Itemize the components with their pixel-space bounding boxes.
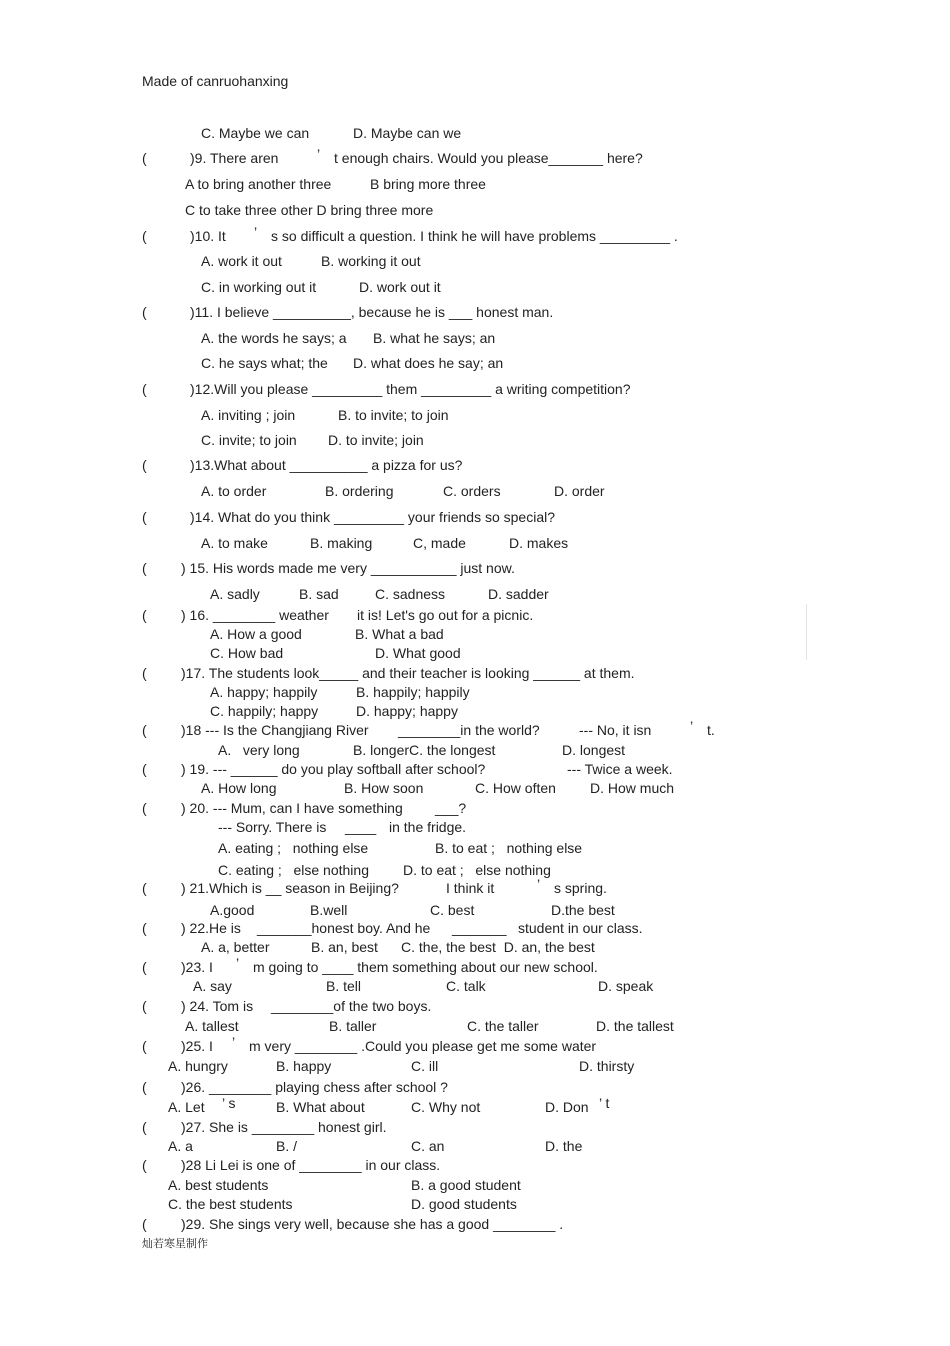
text-line: A. work it out [201,253,282,269]
text-line: D. to eat ; else nothing [403,862,551,878]
text-line: ( [142,607,147,623]
text-line: D. to invite; join [328,432,424,448]
text-line: )11. I believe __________, because he is ___ honest man. [190,304,554,320]
text-line: C. happily; happy [210,703,319,719]
text-line: ( [142,880,147,896]
text-line: ___? [435,800,467,816]
text-line: A. the words he says; a [201,330,347,346]
text-line: D. makes [509,535,569,551]
text-line: B. to invite; to join [338,407,449,423]
text-line: ’ [537,876,541,892]
text-line: m very ________ .Could you please get me some water [249,1038,597,1054]
text-line: in the fridge. [389,819,467,835]
text-line: B. ordering [325,483,394,499]
text-line: D.the best [551,902,615,918]
text-line: )12.Will you please _________ them _________ a writing competition? [190,381,631,397]
text-line: A. hungry [168,1058,228,1074]
text-line: ( [142,1038,147,1054]
text-line: student in our class. [518,920,643,936]
text-line: D. speak [598,978,654,994]
text-line: D. thirsty [579,1058,635,1074]
text-line: A. to order [201,483,267,499]
text-line: )23. I [181,959,213,975]
text-line: B. taller [329,1018,377,1034]
text-line: ( [142,1119,147,1135]
text-line: )25. I [181,1038,213,1054]
text-line: t. [707,722,715,738]
text-line: ( [142,665,147,681]
text-line: B bring more three [370,176,486,192]
text-line: ( [142,1157,147,1173]
text-line: t enough chairs. Would you please_______ here? [334,150,643,166]
text-line: C. in working out it [201,279,317,295]
text-line: B. happily; happily [356,684,470,700]
text-line: ) 22.He is [181,920,241,936]
text-line: ) 16. ________ weather [181,607,329,623]
text-line: B. What about [276,1099,365,1115]
text-line: B. to eat ; nothing else [435,840,583,856]
text-line: B. happy [276,1058,332,1074]
text-line: D. sadder [488,586,549,602]
text-line: D. Maybe can we [353,125,462,141]
text-line: A. How a good [210,626,302,642]
text-line: D. the tallest [596,1018,674,1034]
text-line: D. what does he say; an [353,355,504,371]
text-line: ( [142,761,147,777]
text-line: C. ill [411,1058,439,1074]
text-line: D. order [554,483,605,499]
text-line: --- No, it isn [579,722,652,738]
text-line: _______ [452,920,507,936]
text-line: B. longerC. the longest [353,742,496,758]
text-line: A. How long [201,780,277,796]
text-line: ________in the world? [398,722,540,738]
text-line: A. best students [168,1177,269,1193]
text-line: C. Maybe we can [201,125,310,141]
text-line: B. tell [326,978,362,994]
text-line: D. happy; happy [356,703,458,719]
text-line: A. tallest [185,1018,239,1034]
text-line: ’ [317,146,321,162]
text-line: ( [142,509,147,525]
text-line: ( [142,959,147,975]
text-line: ( [142,381,147,397]
text-line: A. a [168,1138,193,1154]
text-line: A. Let [168,1099,205,1115]
text-line: ( [142,1079,147,1095]
text-line: ( [142,920,147,936]
text-line: D. work out it [359,279,441,295]
text-line: ( [142,1216,147,1232]
text-line: )9. There aren [190,150,279,166]
text-line: s so difficult a question. I think he will have problems _________ . [271,228,678,244]
text-line: A.good [210,902,255,918]
text-line: D. How much [590,780,675,796]
text-line: )10. It [190,228,226,244]
text-line: C. the taller [467,1018,539,1034]
text-line: B. working it out [321,253,421,269]
text-line: )27. She is ________ honest girl. [181,1119,387,1135]
text-line: ________of the two boys. [271,998,432,1014]
text-line: C. he says what; the [201,355,328,371]
text-line: B. what he says; an [373,330,496,346]
text-line: C. How bad [210,645,284,661]
text-line: D. good students [411,1196,517,1212]
text-line: ’ s [222,1095,236,1111]
text-line: )17. The students look_____ and their teacher is looking ______ at them. [181,665,635,681]
text-line: A. sadly [210,586,260,602]
text-line: )13.What about __________ a pizza for us? [190,457,463,473]
text-line: _______honest boy. And he [257,920,431,936]
text-line: ’ [690,718,694,734]
text-line: ’ [232,1034,236,1050]
text-line: A to bring another three [185,176,332,192]
text-line: B. a good student [411,1177,521,1193]
text-line: D. longest [562,742,626,758]
text-line: ( [142,998,147,1014]
page-footer: 灿若寒星制作 [142,1237,208,1250]
text-line: B. an, best [311,939,378,955]
text-line: C. orders [443,483,501,499]
text-line: ( [142,800,147,816]
text-line: C. sadness [375,586,446,602]
margin-rule [806,604,807,660]
text-line: ____ [345,819,377,835]
text-line: ’ [254,224,258,240]
text-line: B. making [310,535,373,551]
text-line: A. to make [201,535,268,551]
text-line: A. happy; happily [210,684,318,700]
text-line: ( [142,150,147,166]
text-line: ( [142,304,147,320]
text-line: B. How soon [344,780,424,796]
text-line: C. invite; to join [201,432,297,448]
text-line: m going to ____ them something about our new school. [253,959,598,975]
text-line: C. the best students [168,1196,293,1212]
text-line: ( [142,457,147,473]
text-line: D. the [545,1138,583,1154]
text-line: B. What a bad [355,626,444,642]
text-line: C. an [411,1138,445,1154]
text-line: A. very long [218,742,300,758]
text-line: ( [142,560,147,576]
text-line: D. What good [375,645,461,661]
text-line: C to take three other D bring three more [185,202,434,218]
text-line: B.well [310,902,348,918]
text-line: A. a, better [201,939,270,955]
text-line: it is! Let's go out for a picnic. [357,607,534,623]
text-line: )18 --- Is the Changjiang River [181,722,369,738]
text-line: ( [142,722,147,738]
text-line: C. Why not [411,1099,481,1115]
text-line: D. Don [545,1099,589,1115]
text-line: )29. She sings very well, because she has a good ________ . [181,1216,564,1232]
text-line: C. talk [446,978,486,994]
text-line: --- Twice a week. [567,761,673,777]
text-line: A. inviting ; join [201,407,296,423]
text-line: B. / [276,1138,298,1154]
text-line: ’ t [599,1095,610,1111]
text-line: ) 21.Which is __ season in Beijing? [181,880,399,896]
page-header: Made of canruohanxing [142,73,289,89]
text-line: B. sad [299,586,339,602]
text-line: I think it [446,880,495,896]
text-line: )14. What do you think _________ your friends so special? [190,509,556,525]
text-line: C. the, the best D. an, the best [401,939,595,955]
text-line: ) 15. His words made me very ___________ just now. [181,560,515,576]
text-line: ) 20. --- Mum, can I have something [181,800,403,816]
text-line: ) 24. Tom is [181,998,254,1014]
text-line: --- Sorry. There is [218,819,327,835]
text-line: C, made [413,535,466,551]
text-line: C. How often [475,780,556,796]
text-line: ) 19. --- ______ do you play softball after school? [181,761,486,777]
text-line: ’ [236,955,240,971]
text-line: )26. ________ playing chess after school ? [181,1079,448,1095]
text-line: )28 Li Lei is one of ________ in our class. [181,1157,441,1173]
text-line: C. eating ; else nothing [218,862,369,878]
text-line: A. say [193,978,232,994]
text-line: ( [142,228,147,244]
text-line: C. best [430,902,475,918]
text-line: s spring. [554,880,607,896]
text-line: A. eating ; nothing else [218,840,369,856]
